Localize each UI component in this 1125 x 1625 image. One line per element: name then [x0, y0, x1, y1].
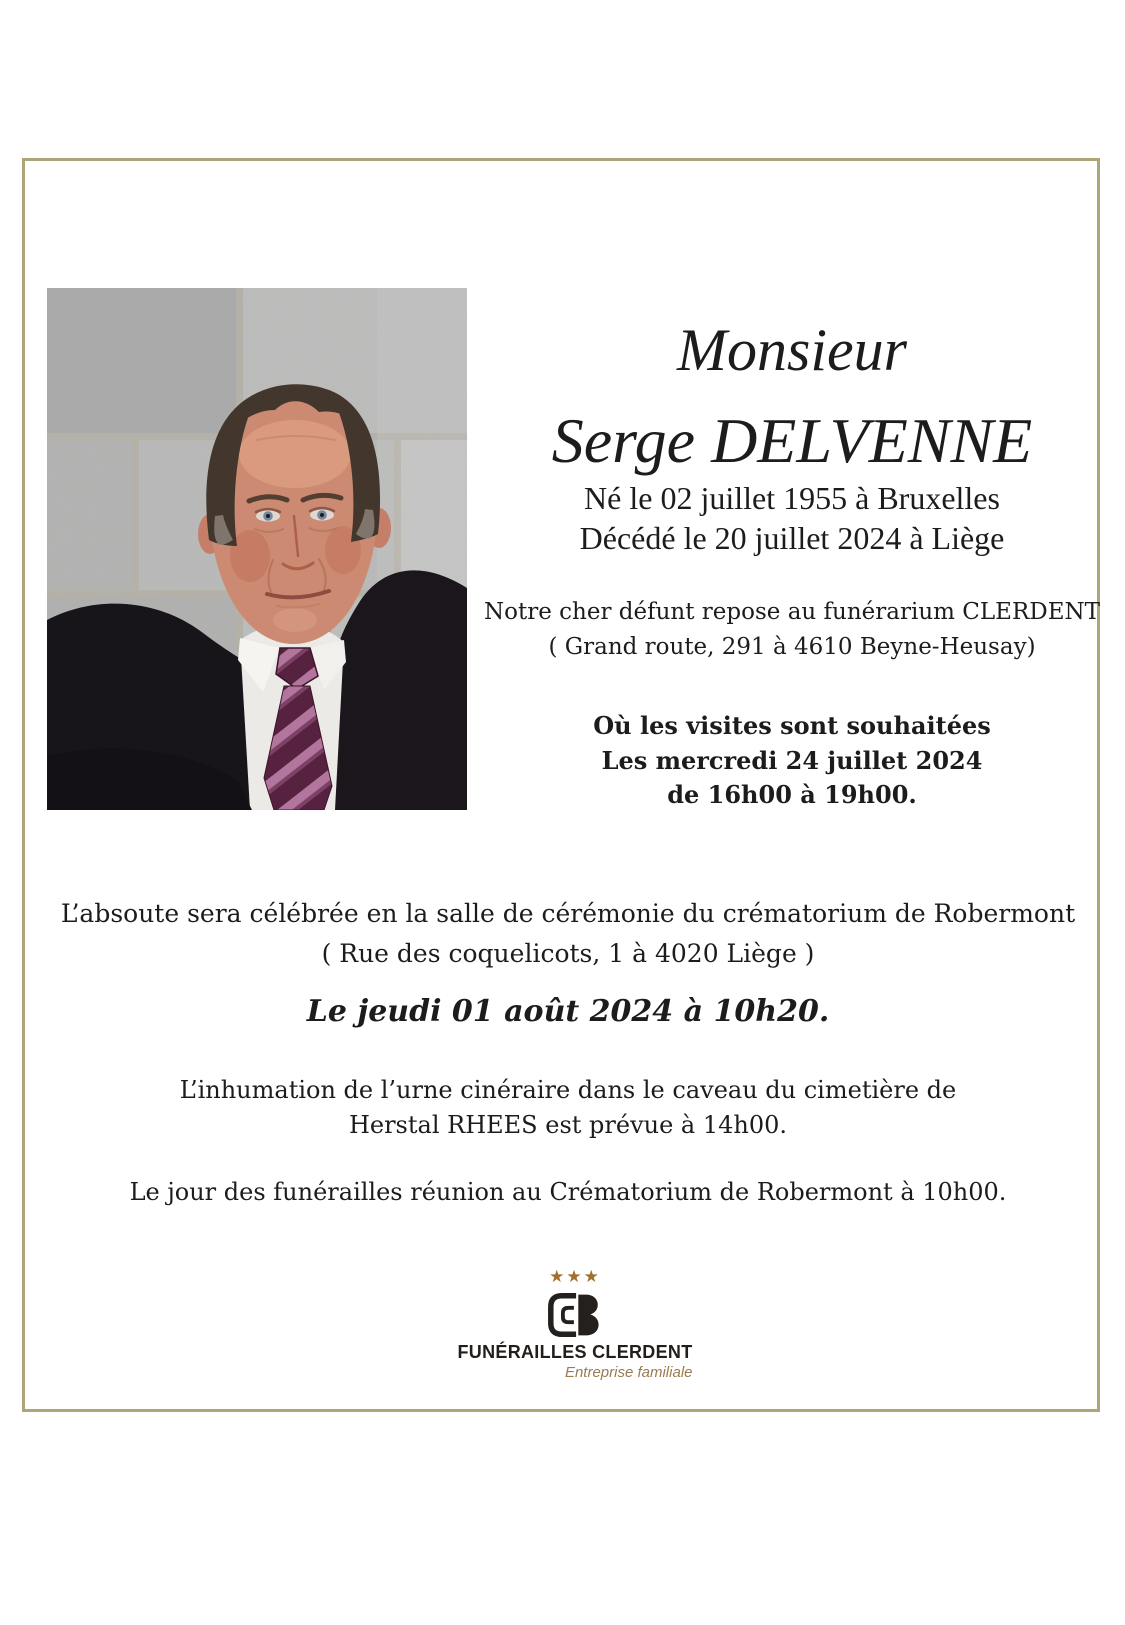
repose-line-2: ( Grand route, 291 à 4610 Beyne-Heusay) [548, 633, 1036, 660]
star-row [39, 1269, 1111, 1286]
repose-line-1: Notre cher défunt repose au funérarium CLERDENT [484, 599, 1100, 625]
star-icon: ★ [549, 1267, 567, 1287]
funeral-home-logo [39, 1269, 1111, 1381]
star-icon: ★ [566, 1267, 584, 1287]
visits-line-3: de 16h00 à 19h00. [667, 780, 917, 810]
ceremony-date: Le jeudi 01 août 2024 à 10h20. [306, 994, 830, 1029]
border-frame [22, 158, 1100, 1412]
ceremony-line-2: ( Rue des coquelicots, 1 à 4020 Liège ) [321, 939, 815, 968]
visits-line-2: Les mercredi 24 juillet 2024 [601, 745, 983, 775]
portrait-photo [47, 288, 467, 810]
burial-line-1: L’inhumation de l’urne cinéraire dans le caveau du cimetière de [179, 1076, 957, 1104]
repose-info [462, 595, 1122, 664]
death-line: Décédé le 20 juillet 2024 à Liège [579, 520, 1005, 556]
visits-info [462, 709, 1122, 813]
visits-line-1: Où les visites sont souhaitées [593, 711, 991, 740]
burial-info [32, 1073, 1104, 1143]
company-name: FUNÉRAILLES CLERDENT [457, 1342, 693, 1362]
meeting-line: Le jour des funérailles réunion au Crématorium de Robermont à 10h00. [129, 1178, 1007, 1206]
civility: Monsieur [677, 317, 907, 383]
clerdent-monogram-icon [542, 1290, 608, 1340]
ceremony-info [32, 894, 1104, 974]
brand-text [458, 1342, 693, 1381]
birth-line: Né le 02 juillet 1955 à Bruxelles [584, 480, 1000, 516]
deceased-name: Serge DELVENNE [551, 405, 1033, 476]
star-icon: ★ [583, 1267, 601, 1287]
ceremony-line-1: L’absoute sera célébrée en la salle de cérémonie du crématorium de Robermont [60, 899, 1076, 928]
company-tagline: Entreprise familiale [564, 1363, 693, 1381]
burial-line-2: Herstal RHEES est prévue à 14h00. [348, 1111, 788, 1140]
